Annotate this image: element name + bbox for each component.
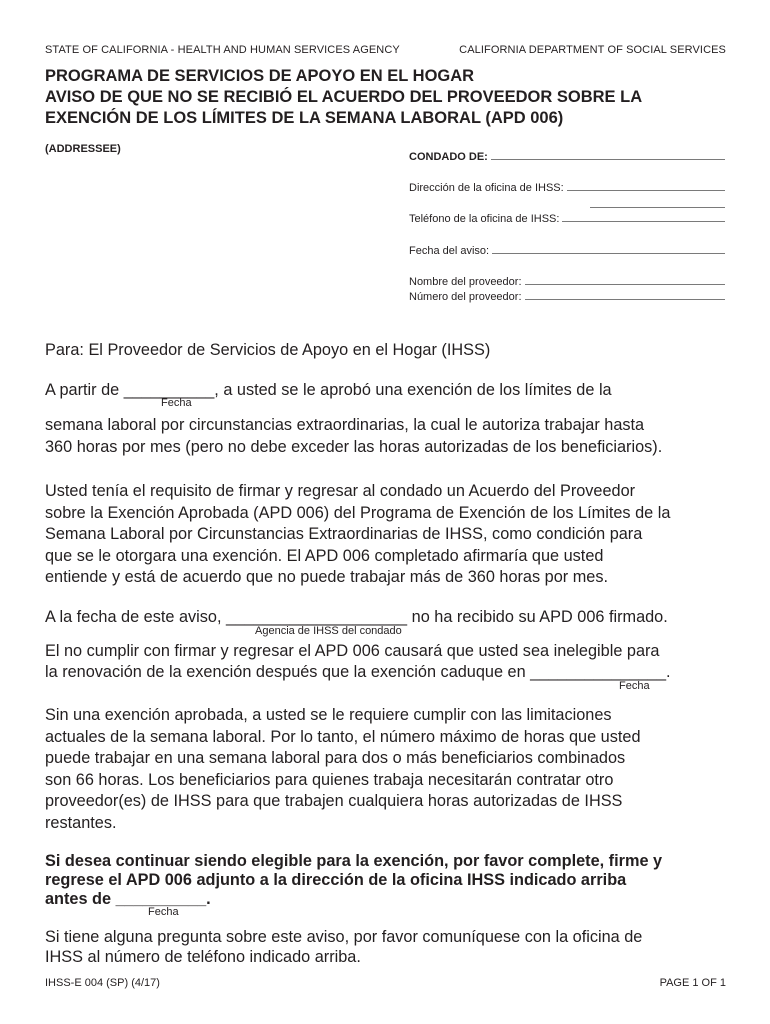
notice-date-line[interactable] bbox=[492, 245, 725, 254]
county-agency-caption: Agencia de IHSS del condado bbox=[255, 625, 402, 637]
office-phone-label: Teléfono de la oficina de IHSS: bbox=[409, 213, 560, 225]
notice-date-field[interactable] bbox=[409, 245, 725, 257]
page-number: PAGE 1 OF 1 bbox=[659, 977, 726, 989]
paragraph-1-line-2: semana laboral por circunstancias extraordinarias, la cual le autoriza trabajar hasta bbox=[45, 416, 645, 434]
provider-number-line[interactable] bbox=[525, 291, 725, 300]
paragraph-2 bbox=[45, 481, 670, 589]
notice-date-label: Fecha del aviso: bbox=[409, 245, 490, 257]
department-header: CALIFORNIA DEPARTMENT OF SOCIAL SERVICES bbox=[459, 44, 726, 56]
paragraph-5-line-5: proveedor(es) de IHSS para que trabajen cualquiera horas autorizadas de IHSS bbox=[45, 792, 623, 810]
paragraph-5-line-2: actuales de la semana laboral. Por lo tanto, el número máximo de horas que usted bbox=[45, 727, 641, 746]
paragraph-1-line-3: 360 horas por mes (pero no debe exceder las horas autorizadas de los beneficiarios). bbox=[45, 438, 663, 456]
office-address-line[interactable] bbox=[567, 182, 725, 191]
paragraph-1-line-1: A partir de __________, a usted se le aprobó una exención de los límites de la bbox=[45, 381, 612, 399]
document-title bbox=[45, 66, 642, 129]
paragraph-7-line-2: IHSS al número de teléfono indicado arriba. bbox=[45, 948, 361, 966]
paragraph-2-line-1: Usted tenía el requisito de firmar y regresar al condado un Acuerdo del Proveedor bbox=[45, 482, 636, 500]
paragraph-6-line-1: Si desea continuar siendo elegible para la exención, por favor complete, firme y bbox=[45, 852, 663, 870]
county-line[interactable] bbox=[491, 151, 725, 160]
addressee-label: (ADDRESSEE) bbox=[45, 143, 121, 155]
office-phone-field[interactable] bbox=[409, 213, 725, 225]
paragraph-2-line-4: que se le otorgara una exención. El APD 006 completado afirmaría que usted bbox=[45, 546, 604, 565]
title-line-1: PROGRAMA DE SERVICIOS DE APOYO EN EL HOGAR bbox=[45, 67, 475, 85]
paragraph-7 bbox=[45, 927, 642, 967]
date-caption-1: Fecha bbox=[161, 397, 192, 409]
recipient-line: Para: El Proveedor de Servicios de Apoyo en el Hogar (IHSS) bbox=[45, 341, 491, 359]
date-caption-3: Fecha bbox=[148, 906, 179, 918]
paragraph-6-line-3: antes de __________. bbox=[45, 890, 211, 908]
paragraph-5 bbox=[45, 705, 641, 834]
paragraph-6 bbox=[45, 852, 662, 909]
title-line-3: EXENCIÓN DE LOS LÍMITES DE LA SEMANA LABORAL (APD 006) bbox=[45, 109, 564, 127]
provider-name-line[interactable] bbox=[525, 276, 725, 285]
office-address-line-2[interactable] bbox=[590, 207, 725, 208]
form-id: IHSS-E 004 (SP) (4/17) bbox=[45, 977, 160, 989]
office-address-field[interactable] bbox=[409, 182, 725, 194]
paragraph-7-line-1: Si tiene alguna pregunta sobre este aviso, por favor comuníquese con la oficina de bbox=[45, 928, 643, 946]
office-address-label: Dirección de la oficina de IHSS: bbox=[409, 182, 564, 194]
paragraph-4-line-1: El no cumplir con firmar y regresar el APD 006 causará que usted sea inelegible para bbox=[45, 642, 660, 660]
paragraph-2-line-3: Semana Laboral por Circunstancias Extraordinarias de IHSS, como condición para bbox=[45, 525, 643, 543]
paragraph-5-line-3: puede trabajar en una semana laboral para dos o más beneficiarios combinados bbox=[45, 749, 626, 767]
paragraph-3-line-1: A la fecha de este aviso, ____________________ no ha recibido su APD 006 firmado. bbox=[45, 608, 668, 626]
provider-name-label: Nombre del proveedor: bbox=[409, 276, 522, 288]
paragraph-5-line-6: restantes. bbox=[45, 813, 117, 832]
paragraph-6-line-2: regrese el APD 006 adjunto a la dirección de la oficina IHSS indicado arriba bbox=[45, 871, 627, 889]
county-label: CONDADO DE: bbox=[409, 151, 488, 163]
provider-number-field[interactable] bbox=[409, 291, 725, 303]
agency-header: STATE OF CALIFORNIA - HEALTH AND HUMAN SERVICES AGENCY bbox=[45, 44, 400, 56]
title-line-2: AVISO DE QUE NO SE RECIBIÓ EL ACUERDO DEL PROVEEDOR SOBRE LA bbox=[45, 88, 643, 106]
county-field[interactable] bbox=[409, 151, 725, 163]
office-phone-line[interactable] bbox=[562, 213, 725, 222]
paragraph-2-line-2: sobre la Exención Aprobada (APD 006) del Programa de Exención de los Límites de la bbox=[45, 503, 671, 522]
provider-name-field[interactable] bbox=[409, 276, 725, 288]
paragraph-5-line-1: Sin una exención aprobada, a usted se le requiere cumplir con las limitaciones bbox=[45, 706, 612, 724]
provider-number-label: Número del proveedor: bbox=[409, 291, 522, 303]
paragraph-4-line-2: la renovación de la exención después que la exención caduque en _______________. bbox=[45, 663, 671, 681]
paragraph-2-line-5: entiende y está de acuerdo que no puede trabajar más de 360 horas por mes. bbox=[45, 568, 608, 586]
date-caption-2: Fecha bbox=[619, 680, 650, 692]
paragraph-5-line-4: son 66 horas. Los beneficiarios para quienes trabaja necesitarán contratar otro bbox=[45, 770, 614, 789]
